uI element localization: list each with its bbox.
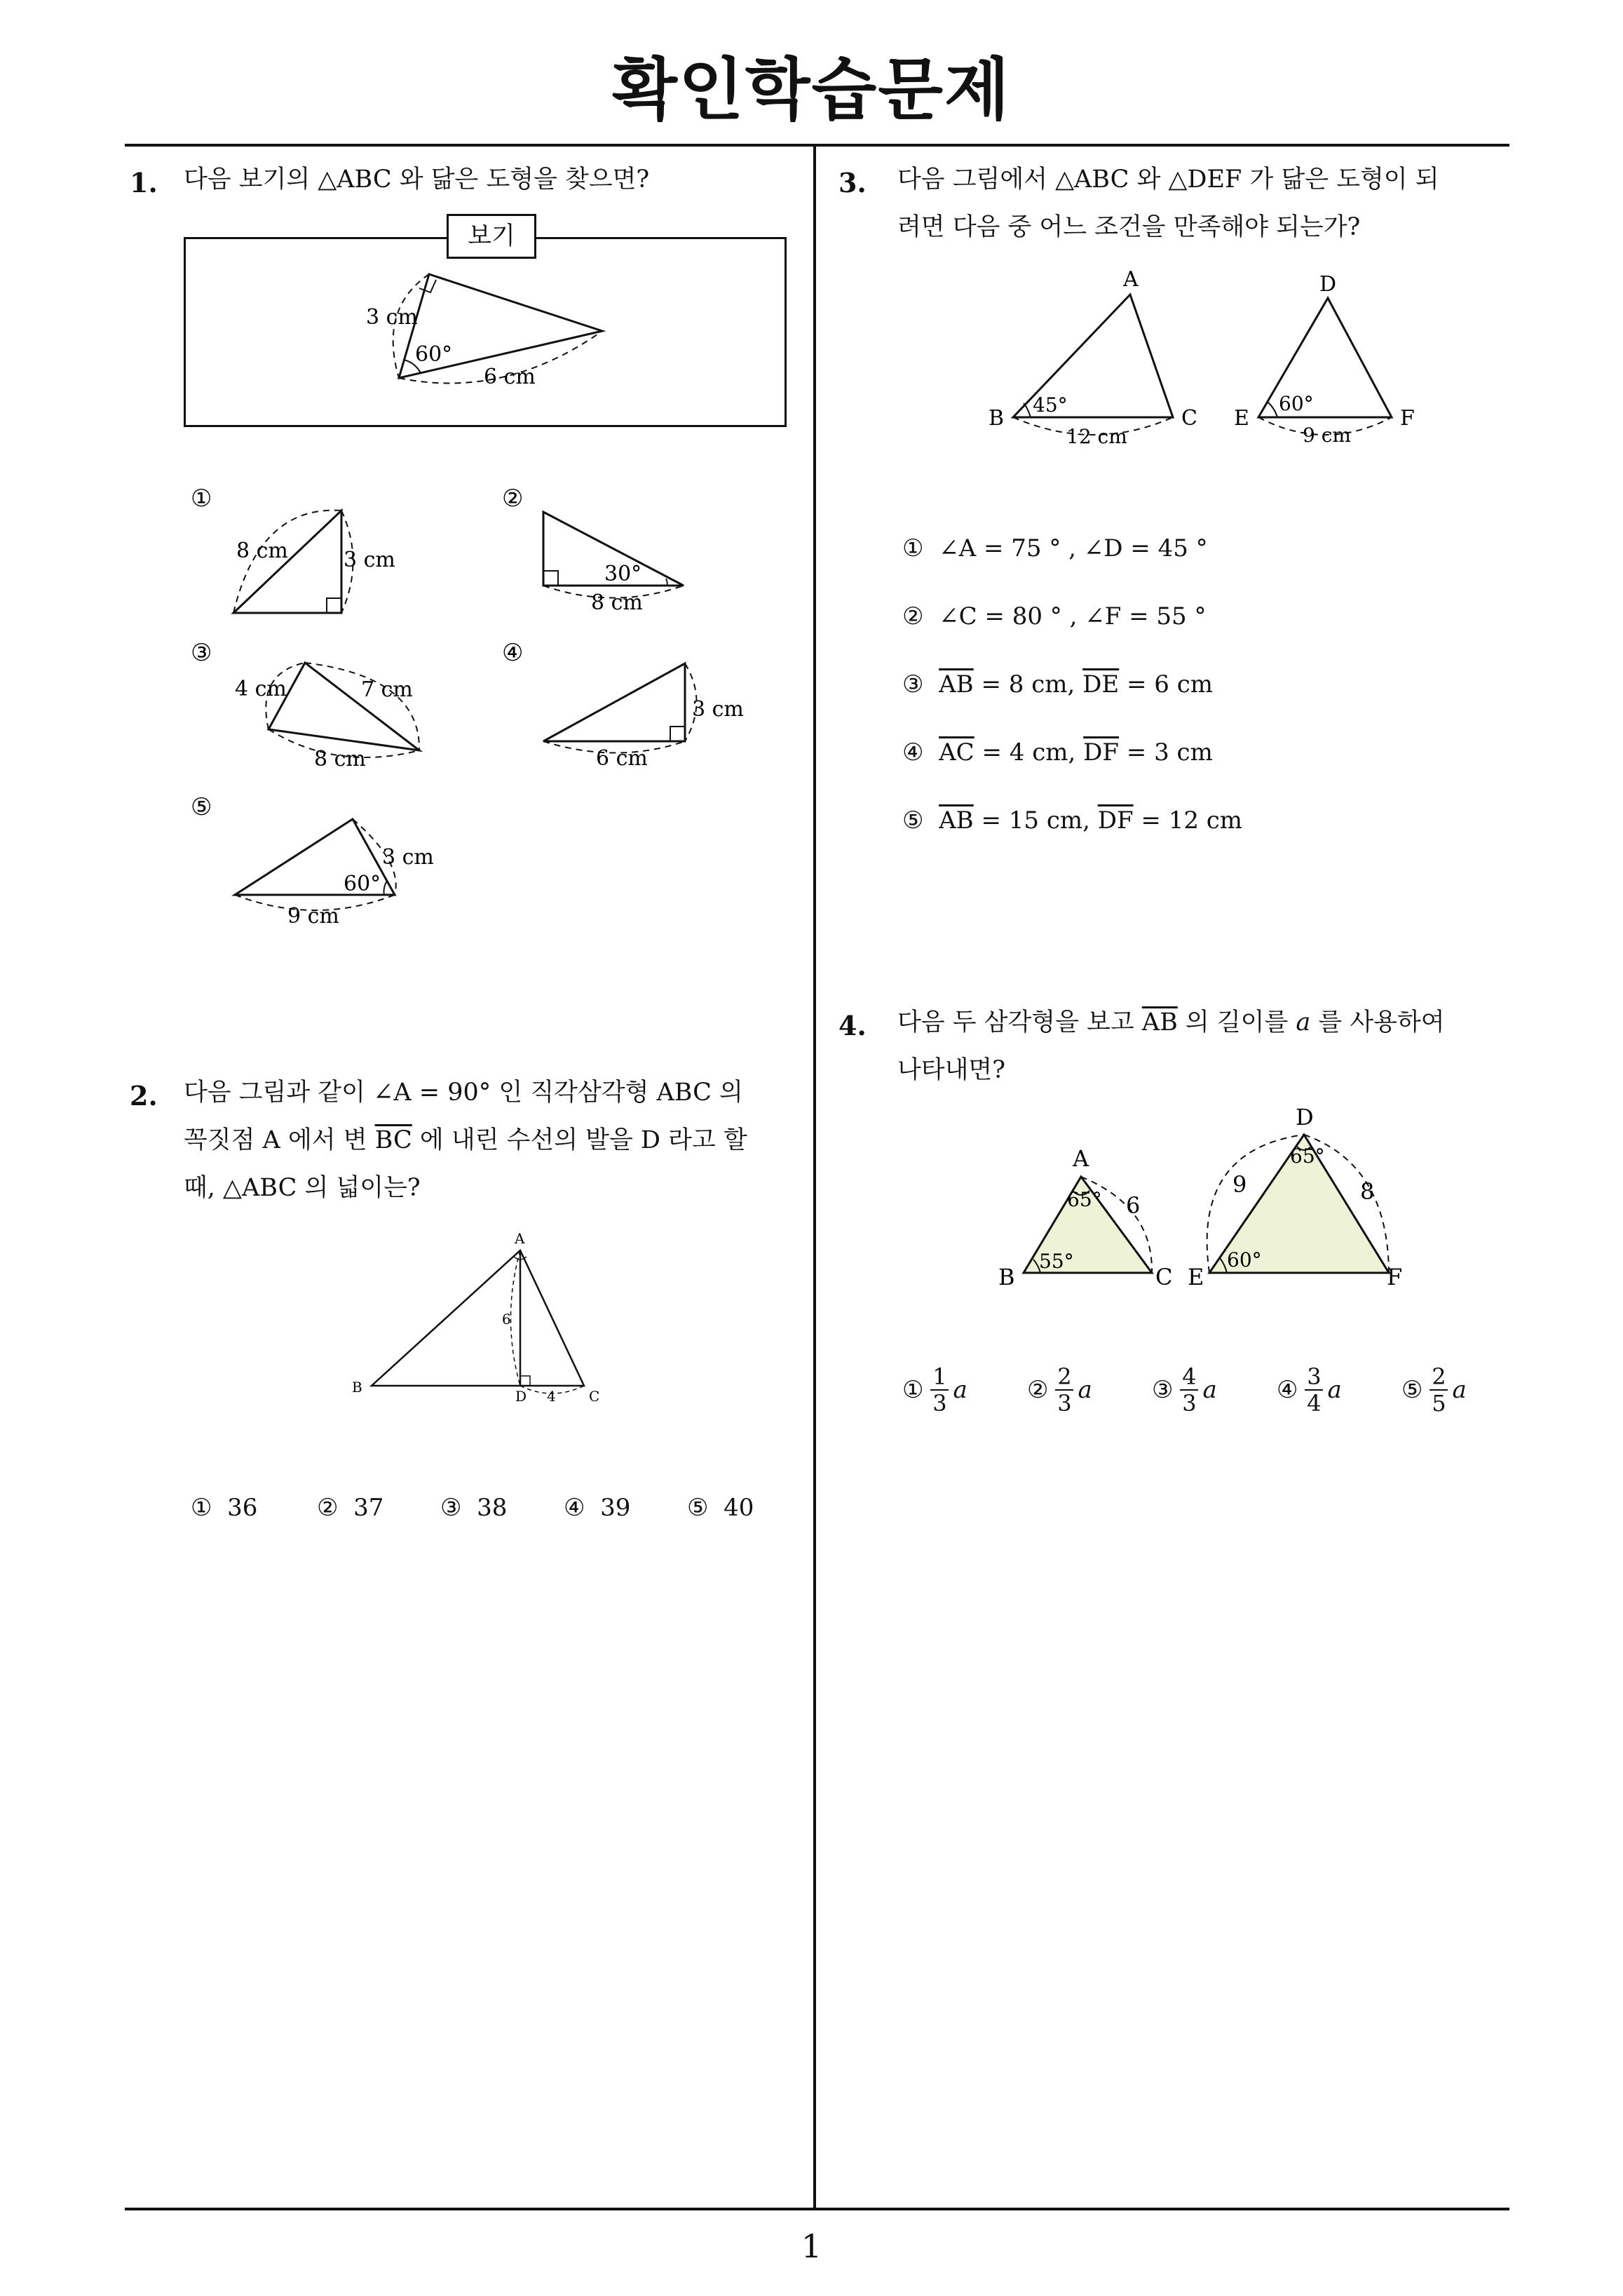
q3-bc-label: 12 cm <box>1066 425 1127 448</box>
q4-vertex-a-label: A <box>1073 1145 1089 1172</box>
q3-number: 3. <box>838 167 867 198</box>
q1-number: 1. <box>130 167 158 198</box>
q1-opt1-label: 8 cm <box>236 539 288 563</box>
q4-ac-label: 6 <box>1126 1192 1141 1219</box>
q4-text <box>897 999 1445 1094</box>
q1-option-1-triangle <box>233 511 395 613</box>
q3-vertex-c-label: C <box>1181 406 1197 431</box>
q1-reference-triangle <box>366 274 602 389</box>
q4-option[interactable]: ④ $\frac{3}{4}$ a <box>1277 1363 1342 1417</box>
q3-text-line: 다음 그림에서 △ABC 와 △DEF 가 닮은 도형이 되 <box>897 166 1439 194</box>
q2-text-line: 꼭짓점 A 에서 변 $\overline{BC}$ 에 내린 수선의 발을 D 라고 할 <box>184 1126 747 1154</box>
q2-option[interactable]: ⑤ 40 <box>687 1494 754 1522</box>
q3-option[interactable]: ④ $\overline{AC} = 4$ cm, $\overline{DF} = 3$ cm <box>902 738 1213 767</box>
q3-angle-b-label: 45° <box>1033 393 1068 417</box>
q2-text <box>184 1069 747 1212</box>
page-number: 1 <box>801 2227 822 2265</box>
q3-option[interactable]: ① ∠A = 75 ° , ∠D = 45 ° <box>902 534 1208 562</box>
q4-option[interactable]: ⑤ $\frac{2}{5}$ a <box>1401 1363 1467 1417</box>
q1-option-mark[interactable]: ① <box>191 485 212 513</box>
q1-ref-side-label: 3 cm <box>366 305 418 330</box>
q2-ad-label: 6 <box>502 1311 511 1328</box>
q4-triangle-def <box>1188 1104 1402 1290</box>
q3-triangle-abc <box>989 267 1197 448</box>
q3-option[interactable]: ⑤ $\overline{AB} = 15$ cm, $\overline{DF} = 12$ cm <box>902 806 1243 835</box>
page-title: 확인학습문제 <box>612 50 1011 129</box>
q2-option[interactable]: ① 36 <box>191 1494 258 1522</box>
q1-opt1-label: 3 cm <box>344 548 395 572</box>
q4-vertex-e-label: E <box>1188 1264 1204 1290</box>
q1-option-5-triangle <box>235 819 434 928</box>
q4-option[interactable]: ① $\frac{1}{3}$ a <box>902 1363 967 1417</box>
q4-vertex-b-label: B <box>998 1264 1015 1290</box>
q2-option[interactable]: ② 37 <box>317 1494 384 1522</box>
q1-reference-box-label: 보기 <box>447 214 536 259</box>
q1-opt3-label: 7 cm <box>361 677 413 702</box>
q2-option[interactable]: ③ 38 <box>440 1494 508 1522</box>
q4-angle-b-label: 55° <box>1039 1250 1074 1273</box>
q4-option[interactable]: ③ $\frac{4}{3}$ a <box>1152 1363 1217 1417</box>
q1-opt5-label: 9 cm <box>287 904 339 928</box>
q3-option[interactable]: ③ $\overline{AB} = 8$ cm, $\overline{DE} = 6$ cm <box>902 670 1214 698</box>
q4-angle-e-label: 60° <box>1227 1248 1262 1271</box>
q2-option[interactable]: ④ 39 <box>564 1494 631 1522</box>
q1-opt4-label: 6 cm <box>596 746 648 771</box>
q3-figure <box>967 259 1444 463</box>
q3-vertex-f-label: F <box>1400 406 1415 431</box>
q2-vertex-b-label: B <box>352 1379 362 1396</box>
q2-vertex-c-label: C <box>589 1388 600 1405</box>
q1-opt2-label: 8 cm <box>591 590 643 615</box>
q1-text-line: 다음 보기의 △ABC 와 닮은 도형을 찾으면? <box>184 166 650 194</box>
q1-option-4-triangle <box>543 663 744 771</box>
q1-option-mark[interactable]: ② <box>502 485 524 513</box>
q4-angle-d-label: 65° <box>1290 1144 1325 1168</box>
q3-triangle-def <box>1234 272 1415 447</box>
q3-ef-label: 9 cm <box>1303 424 1351 447</box>
q1-opt5-label: 3 cm <box>382 845 434 870</box>
q1-opt2-label: 30° <box>604 562 642 586</box>
q1-option-mark[interactable]: ③ <box>191 639 212 667</box>
column-divider <box>813 145 816 2209</box>
q1-opt3-label: 8 cm <box>314 747 366 771</box>
q3-angle-e-label: 60° <box>1279 392 1314 415</box>
q2-text-line: 다음 그림과 같이 ∠A = 90° 인 직각삼각형 ABC 의 <box>184 1079 743 1107</box>
q1-opt4-label: 3 cm <box>692 697 744 722</box>
q4-df-label: 8 <box>1360 1178 1375 1205</box>
q1-option-2-triangle <box>543 512 684 615</box>
q1-figures <box>0 0 813 982</box>
q4-vertex-d-label: D <box>1296 1104 1314 1130</box>
q2-vertex-d-label: D <box>515 1388 527 1405</box>
q1-option-mark[interactable]: ⑤ <box>191 793 212 821</box>
q3-vertex-d-label: D <box>1319 272 1337 297</box>
q4-figure <box>982 1101 1430 1311</box>
q3-vertex-e-label: E <box>1234 406 1249 431</box>
q2-vertex-a-label: A <box>515 1230 525 1247</box>
q1-opt5-label: 60° <box>344 872 381 896</box>
q3-text <box>897 156 1439 251</box>
q3-option[interactable]: ② ∠C = 80 ° , ∠F = 55 ° <box>902 602 1207 630</box>
q1-ref-angle-label: 60° <box>415 342 453 367</box>
q1-opt3-label: 4 cm <box>235 677 287 701</box>
q3-text-line: 려면 다음 중 어느 조건을 만족해야 되는가? <box>897 213 1361 241</box>
q2-number: 2. <box>130 1080 158 1112</box>
q3-vertex-b-label: B <box>989 406 1005 431</box>
q1-option-mark[interactable]: ④ <box>502 639 524 667</box>
q2-dc-label: 4 <box>547 1388 556 1405</box>
q4-vertex-f-label: F <box>1387 1264 1403 1290</box>
q4-number: 4. <box>838 1010 867 1041</box>
q1-ref-side-label: 6 cm <box>484 365 536 389</box>
q4-vertex-c-label: C <box>1155 1264 1173 1290</box>
q4-de-label: 9 <box>1232 1171 1247 1198</box>
q3-vertex-a-label: A <box>1123 267 1139 292</box>
q1-option-3-triangle <box>235 663 419 771</box>
q4-option[interactable]: ② $\frac{2}{3}$ a <box>1027 1363 1092 1417</box>
q2-figure <box>337 1220 659 1417</box>
q4-triangle-abc <box>998 1145 1172 1290</box>
q4-angle-a-label: 65° <box>1067 1188 1102 1211</box>
q2-text-line: 때, △ABC 의 넓이는? <box>184 1174 421 1202</box>
q4-text-line: 나타내면? <box>897 1056 1006 1084</box>
bottom-rule <box>125 2208 1509 2210</box>
q4-text-line: 다음 두 삼각형을 보고 $\overline{AB}$ 의 길이를 a 를 사용하여 <box>897 1008 1445 1036</box>
